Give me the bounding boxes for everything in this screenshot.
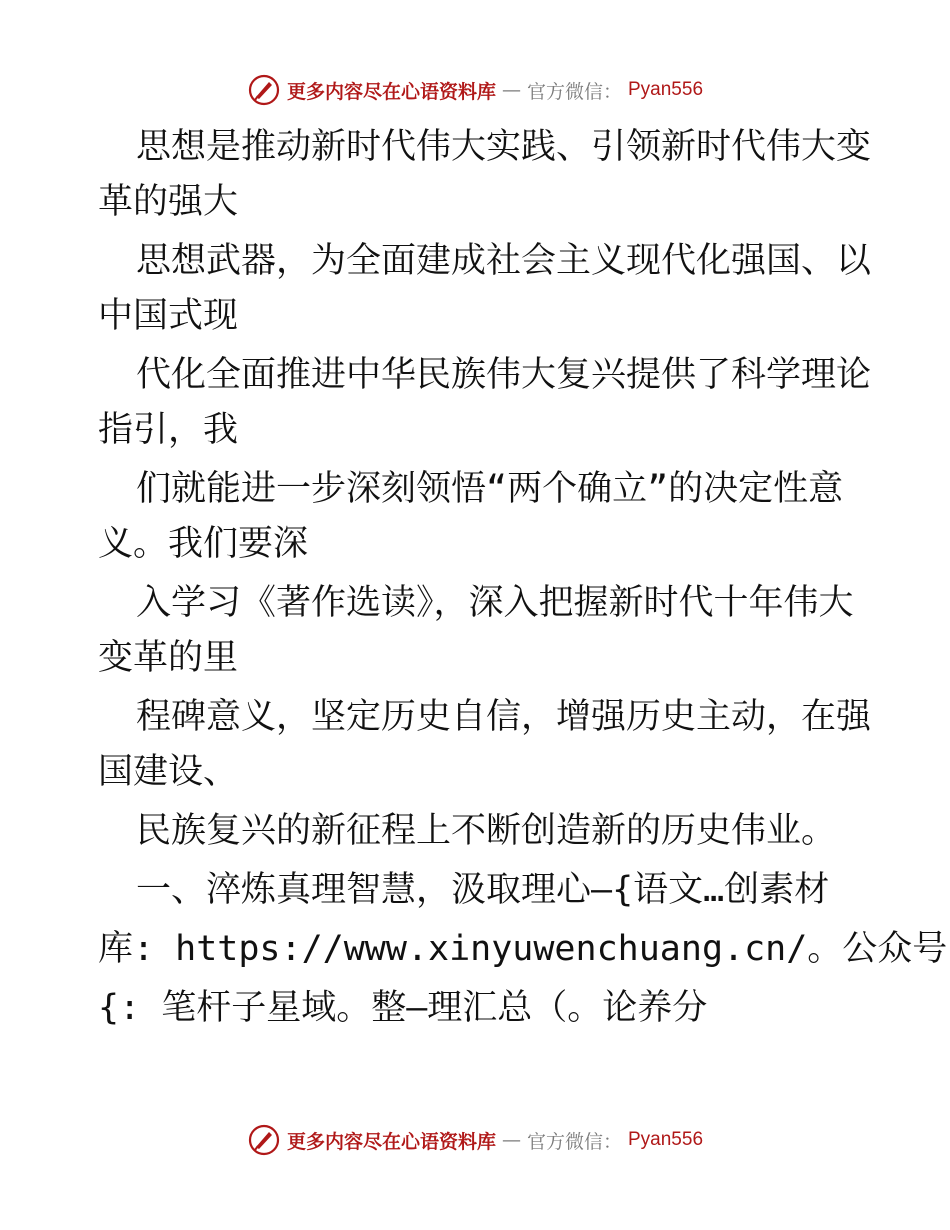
body-text [98,120,948,1036]
text-line: 程碑意义，坚定历史自信，增强历史主动，在强 [136,697,872,737]
text-line: 国建设、 [98,752,239,792]
footer-banner [0,1120,950,1160]
text-line: 思想武器，为全面建成社会主义现代化强国、以 [136,241,872,281]
text-line: 革的强大 [98,182,239,222]
banner-sub-text: 官方微信： [526,1130,622,1153]
text-line: 一、淬炼真理智慧，汲取理心—{语文…创素材 [136,870,830,910]
text-line: 代化全面推进中华民族伟大复兴提供了科学理论 [136,355,872,395]
banner-main-text: 更多内容尽在心语资料库 [286,1130,496,1153]
quill-logo-icon [247,1123,281,1157]
quill-logo-icon [247,73,281,107]
text-line: 民族复兴的新征程上不断创造新的历史伟业。 [136,811,837,851]
text-line: 指引，我 [98,410,239,450]
banner-main-text: 更多内容尽在心语资料库 [286,80,496,103]
text-line: {: 笔杆子星域。整—理汇总（。论养分 [98,988,708,1028]
banner-sub-text: 官方微信： [526,80,622,103]
text-line: 入学习《著作选读》，深入把握新时代十年伟大 [136,583,854,623]
banner-separator: — [501,1129,521,1151]
banner-id-text: Pyan556 [628,79,704,100]
banner-separator: — [501,79,521,101]
text-line: 思想是推动新时代伟大实践、引领新时代伟大变 [136,127,872,167]
text-line: 变革的里 [98,638,239,678]
text-line: 中国式现 [98,296,239,336]
text-line: 们就能进一步深刻领悟“两个确立”的决定性意 [136,469,844,509]
banner-id-text: Pyan556 [628,1129,704,1150]
text-line: 库: https://www.xinyuwenchuang.cn/。公众号 [98,929,948,969]
text-line: 义。我们要深 [98,524,309,564]
header-banner [0,70,950,110]
